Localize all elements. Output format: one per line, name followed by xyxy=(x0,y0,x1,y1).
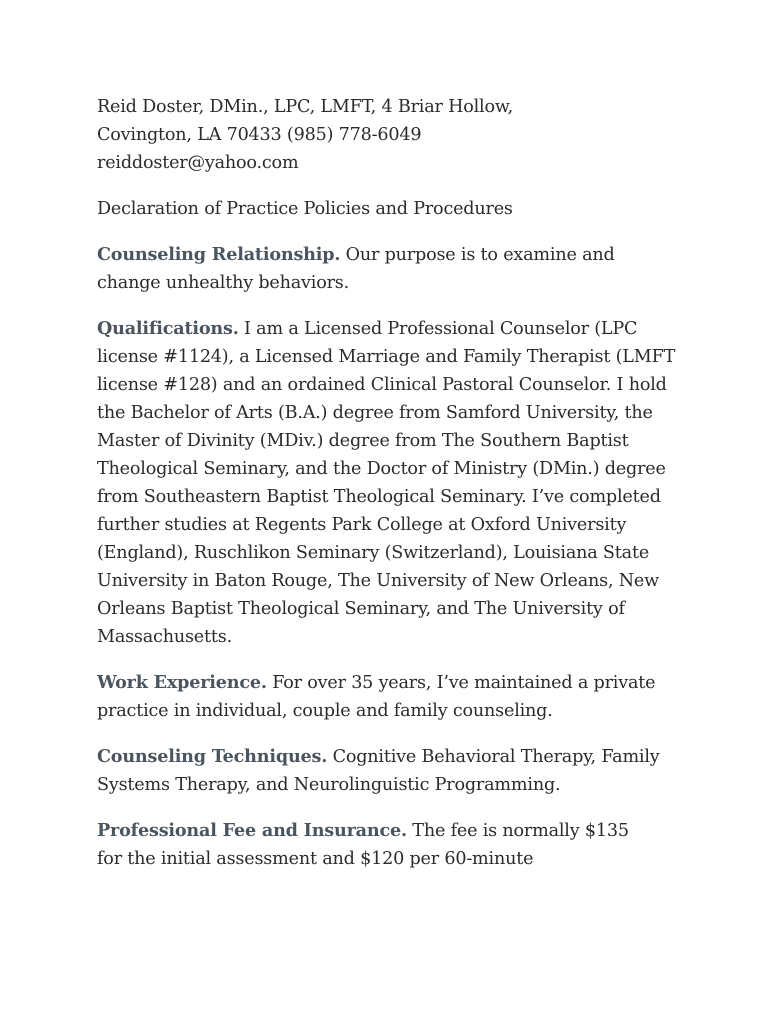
document-title: Declaration of Practice Policies and Procedures xyxy=(97,199,513,219)
section-body: Our purpose is to examine and change unhealthy behaviors. xyxy=(97,245,615,293)
section-heading: Counseling Techniques. xyxy=(97,746,328,767)
contact-header xyxy=(97,93,697,177)
section-body: I am a Licensed Professional Counselor (LPC license #1124), a Licensed Marriage and Family Therapist (LMFT license #128) and an ordained Clinical Pastoral Counselor. I hold the Bachelor of Arts (B.A.) degree from Samford University, the Master of Divinity (MDiv.) degree from The Southern Baptist Theological Seminary, and the Doctor of Ministry (DMin.) degree from Southeastern Baptist Theological Seminary. I’ve completed further studies at Regents Park College at Oxford University (England), Ruschlikon Seminary (Switzerland), Louisiana State University in Baton Rouge, The University of New Orleans, New Orleans Baptist Theological Seminary, and The University of Massachusetts. xyxy=(97,319,676,647)
contact-city-phone: Covington, LA 70433 (985) 778-6049 xyxy=(97,125,422,145)
section-body: For over 35 years, I’ve maintained a private practice in individual, couple and family counseling. xyxy=(97,673,656,721)
contact-name-address: Reid Doster, DMin., LPC, LMFT, 4 Briar Hollow, xyxy=(97,97,514,117)
section-body: The fee is normally $135 for the initial assessment and $120 per 60-minute xyxy=(97,821,629,869)
section-body: Cognitive Behavioral Therapy, Family Systems Therapy, and Neurolinguistic Programming. xyxy=(97,747,660,795)
contact-email: reiddoster@yahoo.com xyxy=(97,153,299,173)
section-heading: Counseling Relationship. xyxy=(97,244,341,265)
section-heading: Qualifications. xyxy=(97,318,239,339)
section-professional-fee xyxy=(97,817,657,873)
section-counseling-techniques xyxy=(97,743,697,799)
section-work-experience xyxy=(97,669,657,725)
section-qualifications xyxy=(97,315,697,651)
document-page xyxy=(97,93,697,891)
section-heading: Work Experience. xyxy=(97,672,267,693)
section-heading: Professional Fee and Insurance. xyxy=(97,820,407,841)
section-counseling-relationship xyxy=(97,241,657,297)
